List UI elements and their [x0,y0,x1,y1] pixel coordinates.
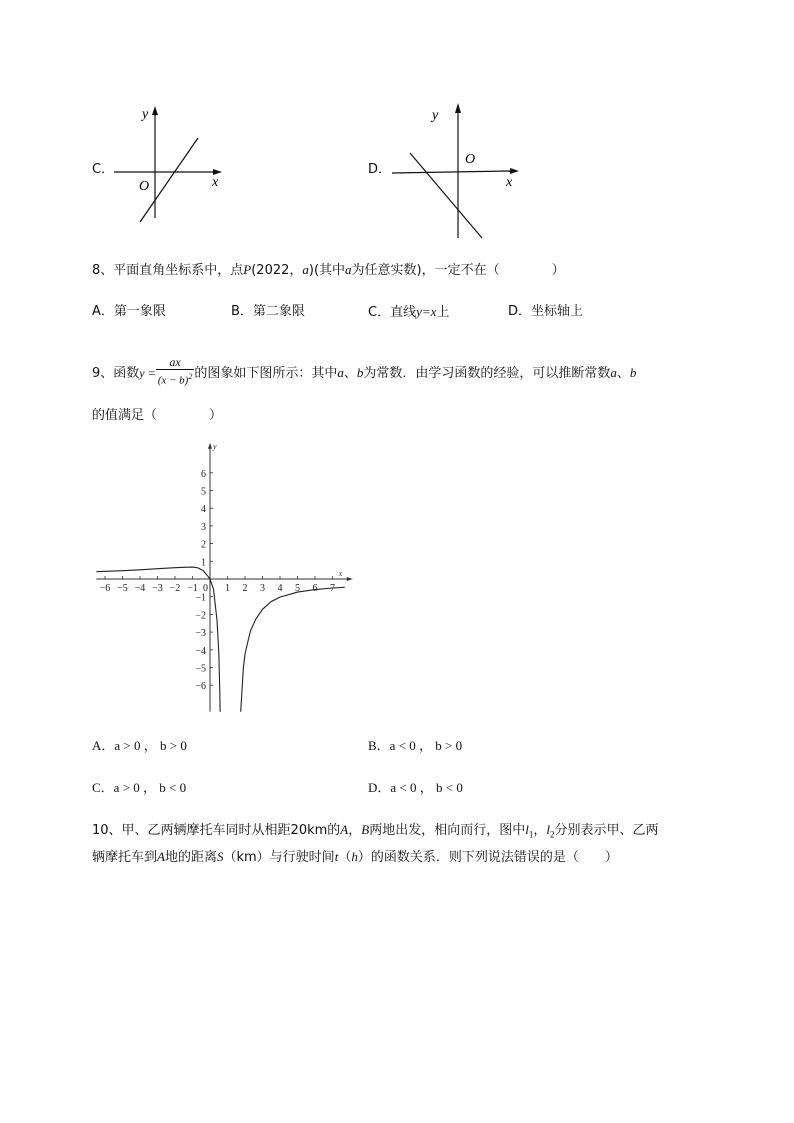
y-tick-label: −3 [195,628,206,640]
x-tick-label: 4 [277,583,283,594]
q9-option-b[interactable]: B．a < 0 ， b > 0 [368,738,463,753]
x-tick-label: −4 [134,583,146,594]
x-tick-label: 5 [295,583,300,594]
y-tick-label: −2 [195,610,206,622]
q8-option-a[interactable]: A．第一象限 [92,304,166,319]
x-tick-label: 3 [260,583,265,594]
y-tick-label: −4 [195,645,206,657]
q9-stem-line1: 9、函数y = $\frac{ax}{(x - b)^2}$ 的图象如下图所示：其中a、b为常数．由学习函数的经验，可以推断常数a、b [92,355,637,387]
x-axis-label: x [506,175,513,190]
q9-option-d[interactable]: D．a < 0 ， b < 0 [368,780,463,795]
y-axis-arrow [455,103,461,113]
origin-label: 0 [203,583,208,594]
x-axis-label: x [212,175,219,190]
q8-stem: 8、平面直角坐标系中，点P(2022，a)(其中a为任意实数)，一定不在（ ） [92,262,565,278]
q10-stem-line2: 辆摩托车到A地的距离S（km）与行驶时间t（h）的函数关系．则下列说法错误的是（ ） [92,849,618,865]
origin-label: O [465,152,476,167]
q10-stem-line1: 10、甲、乙两辆摩托车同时从相距20km的A，B两地出发，相向而行，图中$l_1$，$l_2$分别表示甲、乙两 [92,822,659,840]
y-tick-label: 5 [201,486,206,498]
y-tick-label: 1 [201,557,206,569]
q7-option-d-graph [388,98,523,243]
x-axis-arrow [510,168,519,174]
x-tick-label: −5 [117,583,128,594]
x-tick-label: −6 [99,583,111,594]
q7-option-d-label[interactable]: D． [368,162,392,177]
y-tick-label: −1 [195,592,206,604]
y-tick-label: −5 [195,663,206,675]
q9-fraction: $\frac{ax}{(x - b)^2}$ [157,355,193,387]
y-axis-label: y [432,108,439,123]
q8-option-b[interactable]: B．第二象限 [231,304,305,319]
y-tick-label: 2 [201,539,206,551]
q7-option-c-label[interactable]: C． [92,162,115,177]
y-tick-label: −6 [195,681,206,693]
q7-option-c-graph [112,100,224,225]
x-axis-arrow [347,577,353,581]
x-axis [392,171,511,173]
origin-label: O [139,179,150,194]
y-axis-label: y [142,107,149,122]
x-tick-label: −1 [187,583,198,594]
q9-option-a[interactable]: A．a > 0 ， b > 0 [92,738,187,753]
q9-stem-line2: 的值满足（ ） [92,408,223,423]
q8-option-d[interactable]: D．坐标轴上 [508,304,584,319]
y-axis-arrow [152,106,158,115]
y-axis-label: y [213,441,217,451]
y-tick-label: 4 [201,504,206,516]
x-tick-label: 1 [225,583,230,594]
x-tick-label: 2 [242,583,248,594]
x-tick-label: −3 [152,583,163,594]
x-tick-label: −2 [169,583,181,594]
q8-option-c[interactable]: C．直线y=x上 [368,304,450,320]
q9-option-c[interactable]: C．a > 0 ， b < 0 [92,780,187,795]
x-axis-label: x [338,569,343,578]
x-tick-label: 7 [330,583,335,594]
y-tick-label: 6 [201,468,206,480]
y-axis-arrow [208,443,212,449]
y-tick-label: 3 [201,521,206,533]
q9-function-graph [90,441,352,715]
curve-branch-right [241,587,345,713]
x-tick-label: 6 [312,583,318,594]
